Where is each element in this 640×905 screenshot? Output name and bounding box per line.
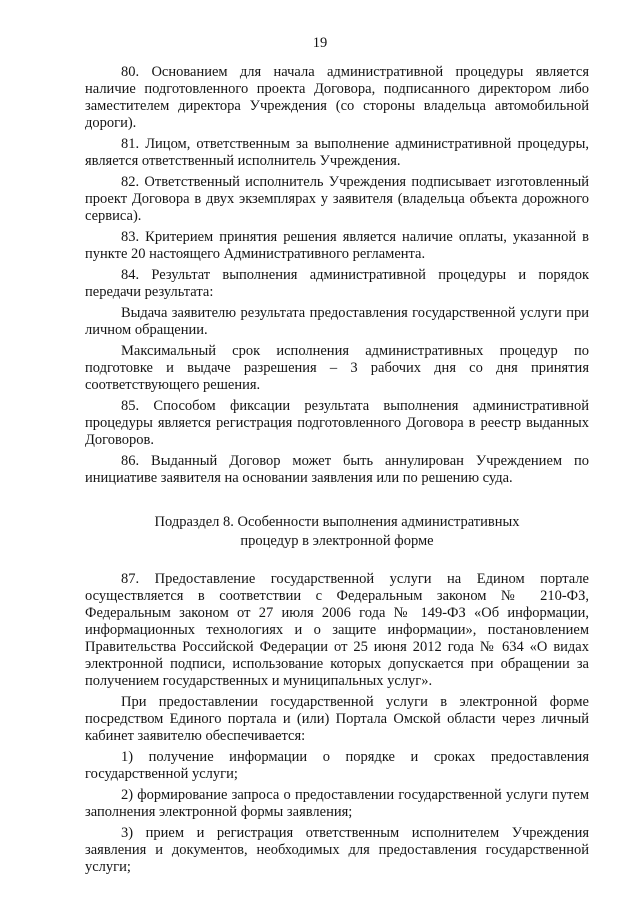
page-number: 19: [312, 35, 328, 51]
paragraph-83: 83. Критерием принятия решения является наличие оплаты, указанной в пункте 20 настоящего Административного регламента.: [85, 229, 589, 262]
list-item-1: 1) получение информации о порядке и сроках предоставления государственной услуги;: [85, 749, 589, 782]
document-body: [85, 64, 589, 876]
paragraph-82: 82. Ответственный исполнитель Учреждения подписывает изготовленный проект Договора в двух экземплярах у заявителя (владельца объекта дорожного сервиса).: [85, 174, 589, 224]
list-item-3: 3) прием и регистрация ответственным исполнителем Учреждения заявления и документов, необходимых для предоставления государственной услуги;: [85, 825, 589, 875]
paragraph-84: 84. Результат выполнения административной процедуры и порядок передачи результата:: [85, 267, 589, 300]
paragraph-87-intro: При предоставлении государственной услуги в электронной форме посредством Единого портала и (или) Портала Омской области через личный кабинет заявителю обеспечивается:: [85, 694, 589, 744]
paragraph-85: 85. Способом фиксации результата выполнения административной процедуры является регистрация подготовленного Договора в реестр выданных Договоров.: [85, 398, 589, 448]
paragraph-86: 86. Выданный Договор может быть аннулирован Учреждением по инициативе заявителя на основании заявления или по решению суда.: [85, 453, 589, 486]
paragraph-87: 87. Предоставление государственной услуги на Едином портале осуществляется в соответствии с Федеральным законом № 210-ФЗ, Федеральным законом от 27 июля 2006 года № 149-ФЗ «Об информации, информационных технологиях и о защите информации», постановлением Правительства Российской Федерации от 25 июня 2012 года № 634 «О видах электронной подписи, использование которых допускается при обращении за получением государственных и муниципальных услуг».: [85, 571, 589, 689]
subsection-heading: [85, 513, 589, 551]
paragraph-84-deadline: Максимальный срок исполнения административных процедур по подготовке и выдаче разрешения – 3 рабочих дня со дня принятия соответствующего решения.: [85, 343, 589, 393]
paragraph-80: 80. Основанием для начала административной процедуры является наличие подготовленного проекта Договора, подписанного директором либо заместителем директора Учреждения (со стороны владельца автомобильной дороги).: [85, 64, 589, 131]
paragraph-84-result: Выдача заявителю результата предоставления государственной услуги при личном обращении.: [85, 305, 589, 338]
subsection-heading-line-1: Подраздел 8. Особенности выполнения административных: [154, 514, 520, 530]
list-item-2: 2) формирование запроса о предоставлении государственной услуги путем заполнения электронной формы заявления;: [85, 787, 589, 820]
paragraph-81: 81. Лицом, ответственным за выполнение административной процедуры, является ответственный исполнитель Учреждения.: [85, 136, 589, 169]
subsection-heading-line-2: процедур в электронной форме: [240, 533, 434, 549]
